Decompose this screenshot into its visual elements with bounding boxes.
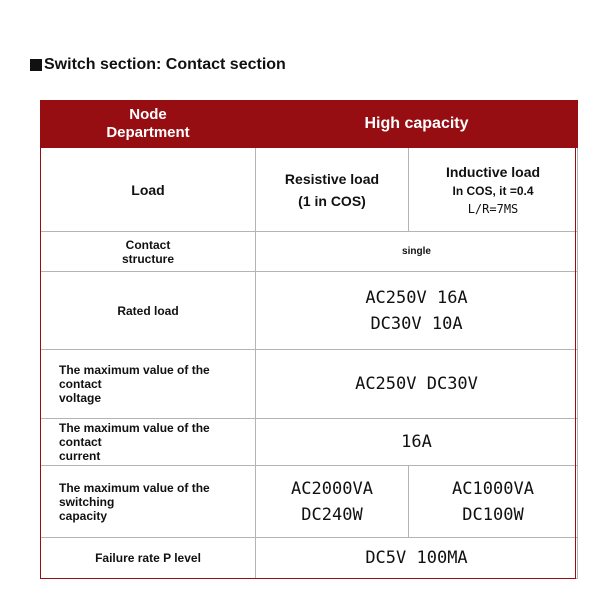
load-row <box>41 148 578 232</box>
header-node-line: Node <box>129 106 167 123</box>
max-switching-resistive-ac: AC2000VA <box>291 478 373 499</box>
bullet-square-icon <box>30 59 42 71</box>
failure-rate-label: Failure rate P level <box>41 538 256 579</box>
max-current-value: 16A <box>256 419 578 466</box>
inductive-load-cell <box>409 148 578 232</box>
max-switching-resistive <box>256 466 409 538</box>
rated-load-value <box>256 272 578 350</box>
max-switching-resistive-dc: DC240W <box>301 504 363 525</box>
max-switching-label-line1: The maximum value of the switching <box>59 480 210 509</box>
max-current-label <box>41 419 256 466</box>
max-current-label-line2: current <box>59 449 101 463</box>
max-switching-inductive <box>409 466 578 538</box>
header-node-department <box>41 101 256 148</box>
max-current-row <box>41 419 578 466</box>
resistive-load-cell <box>256 148 409 232</box>
contact-structure-label-line1: Contact <box>125 237 171 252</box>
max-switching-inductive-dc: DC100W <box>462 504 524 525</box>
max-switching-label <box>41 466 256 538</box>
section-heading-text: Switch section: Contact section <box>44 56 286 73</box>
max-voltage-label-line1: The maximum value of the contact <box>59 363 210 391</box>
max-voltage-label-line2: voltage <box>59 391 102 405</box>
inductive-load-cos: In COS, it =0.4 <box>452 183 534 198</box>
failure-rate-value: DC5V 100MA <box>256 538 578 579</box>
max-voltage-row <box>41 350 578 419</box>
load-label: Load <box>41 148 256 232</box>
rated-load-label: Rated load <box>41 272 256 350</box>
max-voltage-label <box>41 350 256 419</box>
contact-structure-row <box>41 232 578 272</box>
failure-rate-row <box>41 538 578 579</box>
contact-structure-value: single <box>256 232 578 272</box>
inductive-load-lr: L/R=7MS <box>467 201 519 216</box>
contact-spec-table <box>40 100 578 579</box>
header-department-line: Department <box>106 124 190 141</box>
contact-structure-label <box>41 232 256 272</box>
max-switching-inductive-ac: AC1000VA <box>452 478 534 499</box>
resistive-load-cos: (1 in COS) <box>298 192 366 209</box>
max-voltage-value: AC250V DC30V <box>256 350 578 419</box>
max-switching-label-line2: capacity <box>59 508 108 523</box>
section-heading <box>30 55 286 75</box>
rated-load-dc: DC30V 10A <box>370 313 463 334</box>
max-current-label-line1: The maximum value of the contact <box>59 421 210 449</box>
max-switching-row <box>41 466 578 538</box>
header-row <box>41 101 578 148</box>
header-capacity: High capacity <box>256 101 578 148</box>
contact-structure-label-line2: structure <box>121 251 174 266</box>
inductive-load-title: Inductive load <box>445 163 541 180</box>
resistive-load-title: Resistive load <box>284 170 380 187</box>
rated-load-row <box>41 272 578 350</box>
rated-load-ac: AC250V 16A <box>365 287 468 308</box>
